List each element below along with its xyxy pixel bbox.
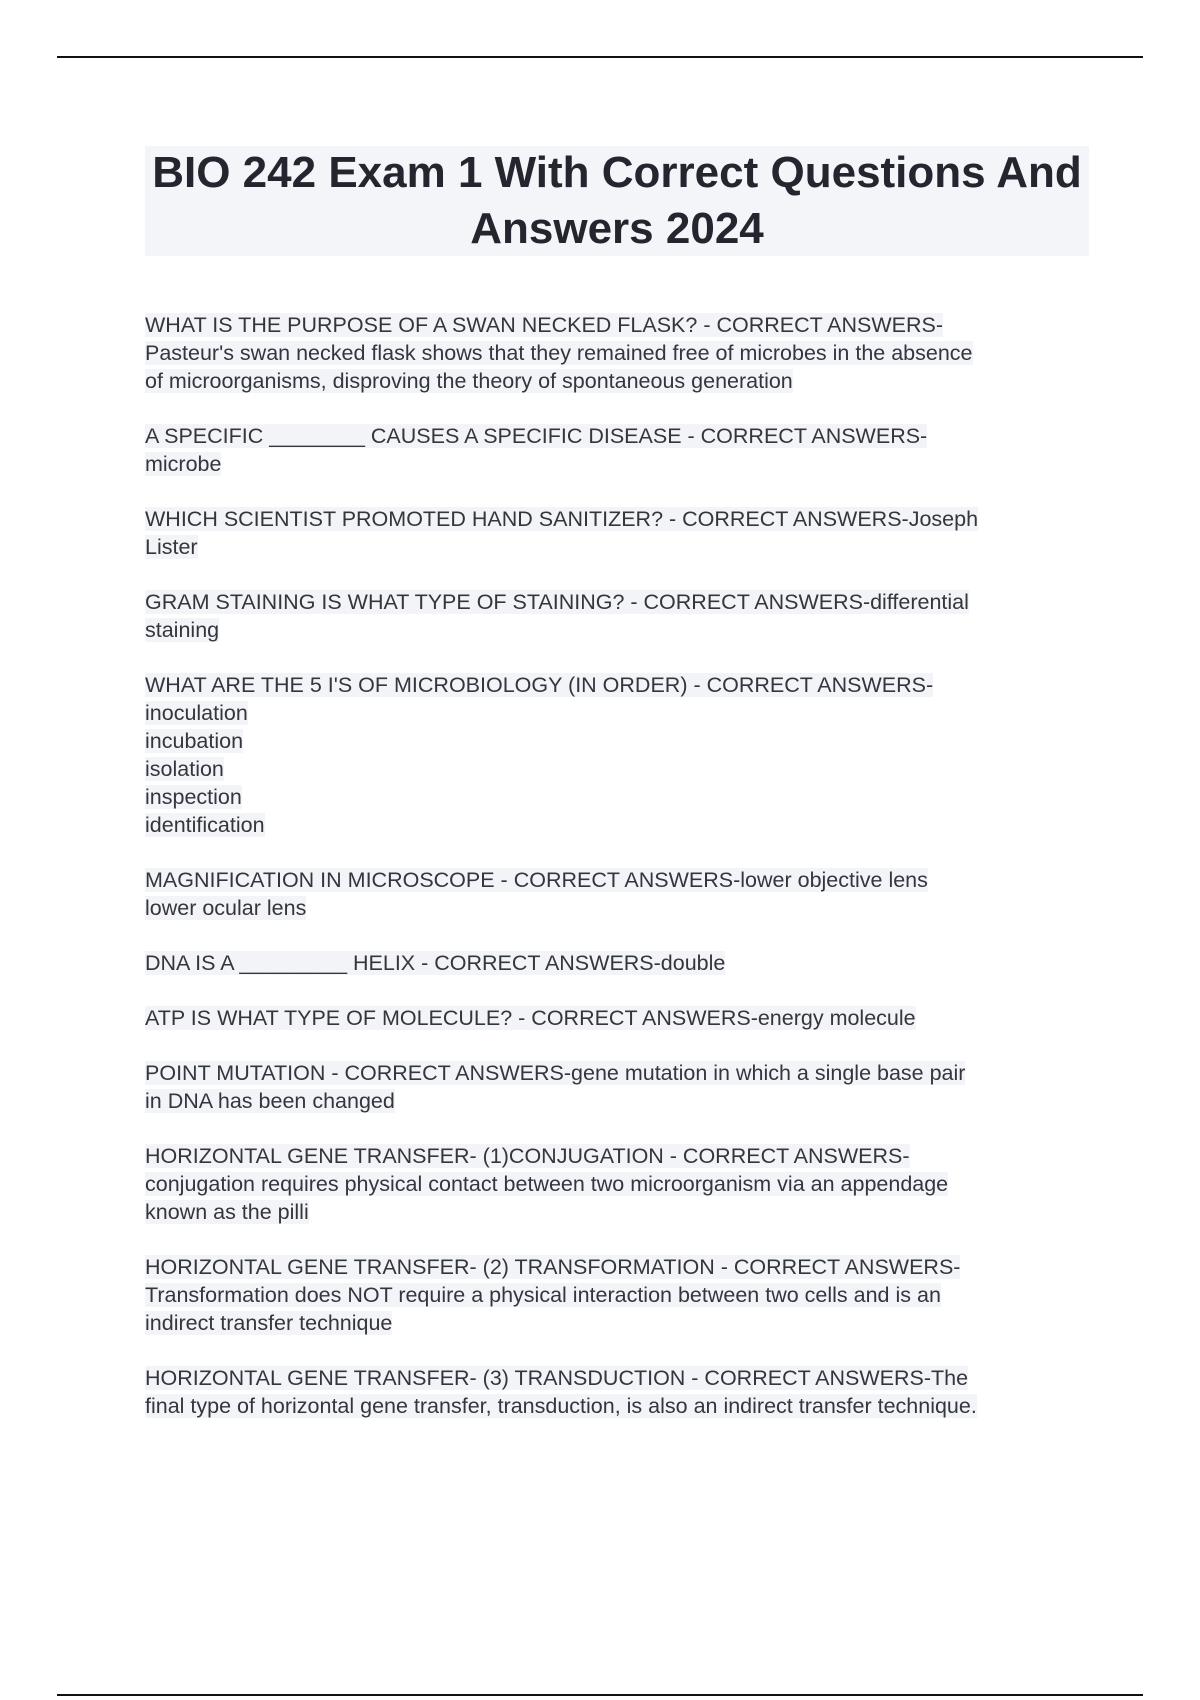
qa-item <box>145 671 1085 839</box>
qa-text: DNA IS A _________ HELIX - CORRECT ANSWERS-double <box>145 951 726 975</box>
qa-text: HORIZONTAL GENE TRANSFER- (3) TRANSDUCTION - CORRECT ANSWERS-The final type of horizontal gene transfer, transduction, is also an indirect transfer technique. <box>145 1366 977 1418</box>
qa-item <box>145 505 1085 561</box>
qa-text: HORIZONTAL GENE TRANSFER- (2) TRANSFORMATION - CORRECT ANSWERS- Transformation does NOT require a physical interaction between two cells and is an indirect transfer technique <box>145 1255 961 1335</box>
qa-text: A SPECIFIC ________ CAUSES A SPECIFIC DISEASE - CORRECT ANSWERS- microbe <box>145 424 928 476</box>
qa-item <box>145 588 1085 644</box>
top-divider <box>57 56 1143 58</box>
bottom-divider <box>57 1694 1143 1696</box>
qa-list <box>145 311 1085 1447</box>
qa-text: POINT MUTATION - CORRECT ANSWERS-gene mutation in which a single base pair in DNA has been changed <box>145 1061 966 1113</box>
qa-text: GRAM STAINING IS WHAT TYPE OF STAINING? - CORRECT ANSWERS-differential staining <box>145 590 969 642</box>
page-title: BIO 242 Exam 1 With Correct Questions And Answers 2024 <box>152 148 1082 253</box>
qa-text: MAGNIFICATION IN MICROSCOPE - CORRECT ANSWERS-lower objective lens lower ocular lens <box>145 868 928 920</box>
qa-text: ATP IS WHAT TYPE OF MOLECULE? - CORRECT ANSWERS-energy molecule <box>145 1006 916 1030</box>
qa-text: HORIZONTAL GENE TRANSFER- (1)CONJUGATION - CORRECT ANSWERS- conjugation requires physical contact between two microorganism via an appendage known as the pilli <box>145 1144 949 1224</box>
qa-item <box>145 311 1085 395</box>
qa-item <box>145 866 1085 922</box>
qa-text: WHICH SCIENTIST PROMOTED HAND SANITIZER? - CORRECT ANSWERS-Joseph Lister <box>145 507 979 559</box>
qa-item <box>145 1142 1085 1226</box>
qa-item <box>145 1004 1085 1032</box>
qa-text: WHAT ARE THE 5 I'S OF MICROBIOLOGY (IN ORDER) - CORRECT ANSWERS- inoculation incubation isolation inspection identification <box>145 673 934 837</box>
qa-item <box>145 422 1085 478</box>
qa-item <box>145 1253 1085 1337</box>
qa-text: WHAT IS THE PURPOSE OF A SWAN NECKED FLASK? - CORRECT ANSWERS- Pasteur's swan necked flask shows that they remained free of microbes in the absence of microorganisms, disproving the theory of spontaneous generation <box>145 313 973 393</box>
qa-item <box>145 1059 1085 1115</box>
title-banner <box>145 146 1089 256</box>
qa-item <box>145 949 1085 977</box>
qa-item <box>145 1364 1085 1420</box>
